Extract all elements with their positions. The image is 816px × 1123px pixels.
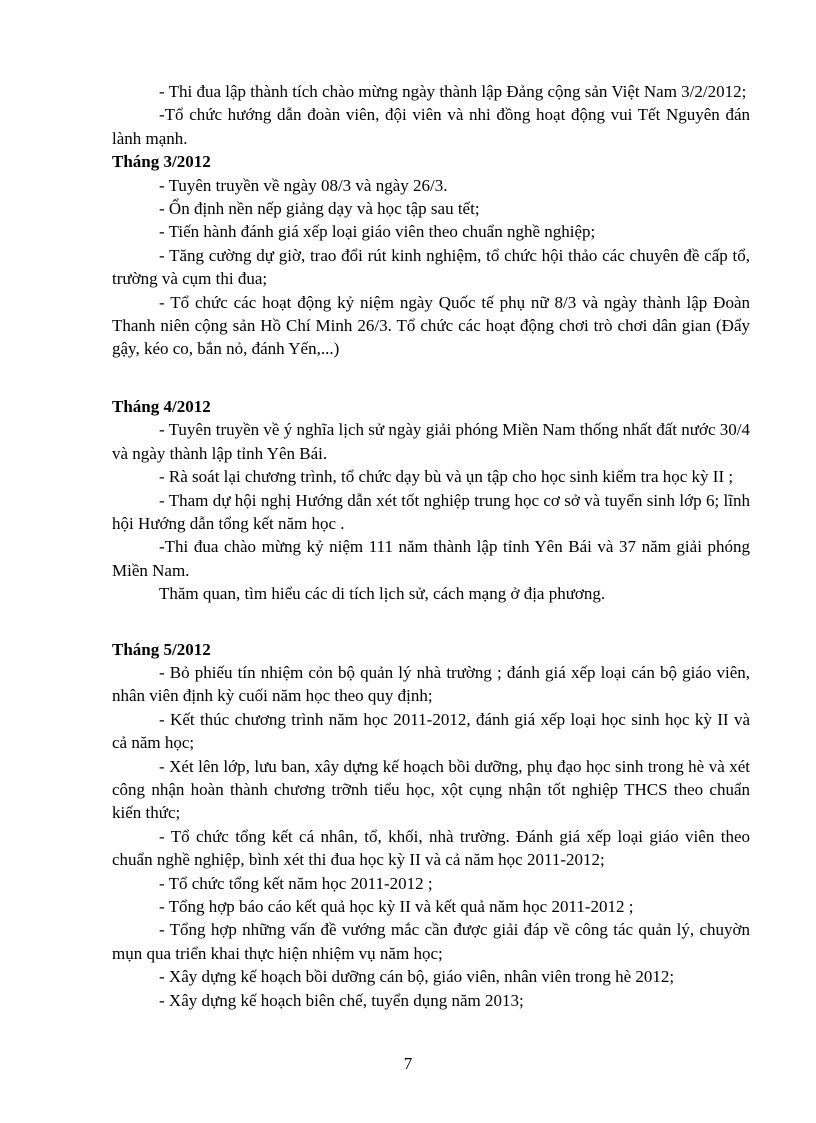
- paragraph: - Xây dựng kế hoạch bồi dưỡng cán bộ, giáo viên, nhân viên trong hè 2012;: [159, 967, 675, 987]
- paragraph: - Rà soát lại chương trình, tổ chức dạy bù và ụn tập cho học sinh kiểm tra học kỳ II ;: [159, 467, 734, 487]
- paragraph: - Tham dự hội nghị Hướng dẫn xét tốt nghiệp trung học cơ sở và tuyển sinh lớp 6; lĩnh hội Hướng dẫn tổng kết năm học .: [112, 490, 750, 533]
- section-march: [112, 150, 750, 361]
- paragraph: Thăm quan, tìm hiểu các di tích lịch sử, cách mạng ở địa phương.: [159, 584, 606, 604]
- paragraph: - Tổng hợp báo cáo kết quả học kỳ II và kết quả năm học 2011-2012 ;: [159, 897, 634, 916]
- spacer: [112, 361, 750, 395]
- section-heading: Tháng 3/2012: [112, 152, 211, 172]
- paragraph: - Xét lên lớp, lưu ban, xây dựng kế hoạch bồi dưỡng, phụ đạo học sinh trong hè và xét công nhận hoàn thành chương trỡnh tiểu học, xột cụng nhận tốt nghiệp THCS theo chuẩn kiến thức;: [112, 756, 750, 823]
- paragraph: - Tổ chức các hoạt động kỷ niệm ngày Quốc tế phụ nữ 8/3 và ngày thành lập Đoàn Thanh niên cộng sản Hồ Chí Minh 26/3. Tổ chức các hoạt động chơi trò chơi dân gian (Đẩy gậy, kéo co, bắn nỏ, đánh Yến,...): [112, 292, 750, 359]
- paragraph: - Kết thúc chương trình năm học 2011-2012, đánh giá xếp loại học sinh học kỳ II và cả năm học;: [112, 709, 750, 753]
- paragraph: - Xây dựng kế hoạch biên chế, tuyển dụng năm 2013;: [159, 990, 524, 1010]
- paragraph: - Tiến hành đánh giá xếp loại giáo viên theo chuẩn nghề nghiệp;: [159, 222, 596, 242]
- paragraph: -Tổ chức hướng dẫn đoàn viên, đội viên và nhi đồng hoạt động vui Tết Nguyên đán lành mạnh.: [112, 105, 750, 148]
- section-heading: Tháng 4/2012: [112, 396, 211, 416]
- paragraph: - Tăng cường dự giờ, trao đổi rút kinh nghiệm, tổ chức hội thảo các chuyên đề cấp tổ, trường và cụm thi đua;: [112, 245, 750, 289]
- paragraph: - Tuyên truyền về ý nghĩa lịch sử ngày giải phóng Miền Nam thống nhất đất nước 30/4 và ngày thành lập tỉnh Yên Bái.: [112, 420, 750, 463]
- paragraph: - Tổ chức tổng kết năm học 2011-2012 ;: [159, 873, 433, 893]
- paragraph: - Bỏ phiếu tín nhiệm cỏn bộ quản lý nhà trường ; đánh giá xếp loại cán bộ giáo viên, nhân viên định kỳ cuối năm học theo quy định;: [112, 662, 750, 706]
- section-may: [112, 638, 750, 1013]
- paragraph: - Ổn định nền nếp giảng dạy và học tập sau tết;: [159, 199, 480, 219]
- section-april: [112, 395, 750, 606]
- paragraph: -Thi đua chào mừng kỷ niệm 111 năm thành lập tỉnh Yên Bái và 37 năm giải phóng Miền Nam.: [112, 537, 750, 580]
- paragraph: - Thi đua lập thành tích chào mừng ngày thành lập Đảng cộng sản Việt Nam 3/2/2012;: [159, 82, 747, 101]
- document-body: [112, 80, 750, 1012]
- spacer: [112, 606, 750, 638]
- page-number: 7: [403, 1054, 413, 1073]
- section-february: [112, 80, 750, 150]
- paragraph: - Tổ chức tổng kết cá nhân, tổ, khối, nhà trường. Đánh giá xếp loại giáo viên theo chuẩn nghề nghiệp, bình xét thi đua học kỳ II và cả năm học 2011-2012;: [112, 826, 750, 870]
- section-heading: Tháng 5/2012: [112, 639, 211, 659]
- paragraph: - Tổng hợp những vấn đề vướng mắc cần được giải đáp về công tác quản lý, chuyờn mụn qua triển khai thực hiện nhiệm vụ năm học;: [112, 920, 750, 963]
- paragraph: - Tuyên truyền về ngày 08/3 và ngày 26/3.: [159, 175, 448, 195]
